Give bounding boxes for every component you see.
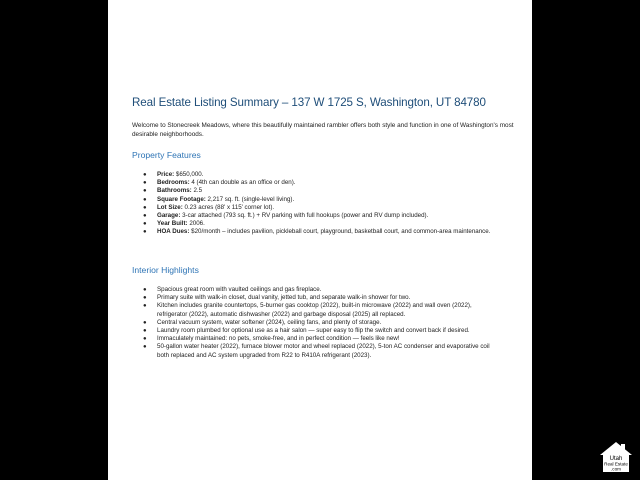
interior-item <box>132 335 502 343</box>
feature-item <box>132 179 502 187</box>
feature-label: Price: <box>157 171 175 178</box>
bullet-icon: ● <box>143 172 147 178</box>
property-features-list <box>132 171 502 237</box>
bullet-icon: ● <box>143 295 147 302</box>
feature-label: Lot Size: <box>157 203 183 211</box>
logo-line3: .com <box>611 466 621 472</box>
feature-label: Year Built: <box>157 220 188 228</box>
interior-item <box>132 327 502 335</box>
feature-value: 2,217 sq. ft. (single-level living). <box>205 195 295 203</box>
interior-item <box>132 343 502 359</box>
bullet-icon: ● <box>143 213 147 220</box>
feature-value: $650,000. <box>174 171 204 178</box>
bullet-icon: ● <box>143 336 147 343</box>
feature-value: 2.5 <box>191 187 203 195</box>
bullet-icon: ● <box>143 204 147 211</box>
feature-item <box>132 228 502 236</box>
document-page <box>108 0 532 480</box>
utah-real-estate-logo <box>598 438 634 474</box>
bullet-icon: ● <box>143 287 147 293</box>
interior-item-text: Spacious great room with vaulted ceilings and gas fireplace. <box>157 286 322 293</box>
bullet-icon: ● <box>143 180 147 187</box>
bullet-icon: ● <box>143 196 147 203</box>
feature-item <box>132 171 502 179</box>
feature-label: Square Footage: <box>157 195 206 203</box>
bullet-icon: ● <box>143 188 147 195</box>
bullet-icon: ● <box>143 229 147 236</box>
feature-value: 0.23 acres (88' x 115' corner lot). <box>182 203 275 211</box>
logo-line1: Utah <box>609 456 623 462</box>
house-logo-icon <box>598 438 634 474</box>
feature-value: 2006. <box>187 220 205 228</box>
interior-item-text: Primary suite with walk-in closet, dual vanity, jetted tub, and separate walk-in shower for two. <box>157 294 411 302</box>
interior-item-text: 50-gallon water heater (2022), furnace blower motor and wheel replaced (2022), 5-ton AC condenser and evaporative coil both replaced and AC system upgraded from R22 to R410A refrigerant (2023). <box>157 343 490 359</box>
feature-value: 4 (4th can double as an office or den). <box>189 179 296 187</box>
interior-item <box>132 319 502 327</box>
interior-item-text: Immaculately maintained: no pets, smoke-free, and in perfect condition — feels like new! <box>157 335 400 343</box>
feature-item <box>132 220 502 228</box>
logo-line2: Real Estate <box>604 461 628 467</box>
intro-paragraph: Welcome to Stonecreek Meadows, where this beautifully maintained rambler offers both style and function in one of Washington's most desirable neighborhoods. <box>132 122 514 139</box>
feature-label: Bedrooms: <box>157 179 190 187</box>
feature-item <box>132 187 502 195</box>
interior-item <box>132 286 502 294</box>
bullet-icon: ● <box>143 303 147 310</box>
property-features-heading: Property Features <box>132 150 201 160</box>
feature-label: Bathrooms: <box>157 187 192 195</box>
page-title: Real Estate Listing Summary – 137 W 1725 S, Washington, UT 84780 <box>132 96 486 109</box>
interior-item-text: Central vacuum system, water softener (2024), ceiling fans, and plenty of storage. <box>157 318 382 326</box>
feature-value: $20/month – includes pavilion, pickleball court, playground, basketball court, and common-area maintenance. <box>189 228 491 236</box>
interior-item <box>132 302 502 318</box>
feature-value: 3-car attached (793 sq. ft.) + RV parking with full hookups (power and RV dump included). <box>180 212 429 220</box>
interior-item <box>132 294 502 302</box>
feature-label: Garage: <box>157 212 181 220</box>
bullet-icon: ● <box>143 319 147 326</box>
feature-label: HOA Dues: <box>157 228 190 236</box>
interior-item-text: Laundry room plumbed for optional use as a hair salon — super easy to flip the switch and convert back if desired. <box>157 327 470 335</box>
bullet-icon: ● <box>143 221 147 228</box>
feature-item <box>132 196 502 204</box>
interior-highlights-list <box>132 286 502 360</box>
interior-highlights-heading: Interior Highlights <box>132 265 199 275</box>
bullet-icon: ● <box>143 344 147 351</box>
feature-item <box>132 204 502 212</box>
interior-item-text: Kitchen includes granite countertops, 5-burner gas cooktop (2022), built-in microwave (2022) and wall oven (2022), refrigerator (2022), automatic dishwasher (2022) and garbage disposal (2025) all replaced. <box>157 302 472 318</box>
bullet-icon: ● <box>143 328 147 335</box>
feature-item <box>132 212 502 220</box>
